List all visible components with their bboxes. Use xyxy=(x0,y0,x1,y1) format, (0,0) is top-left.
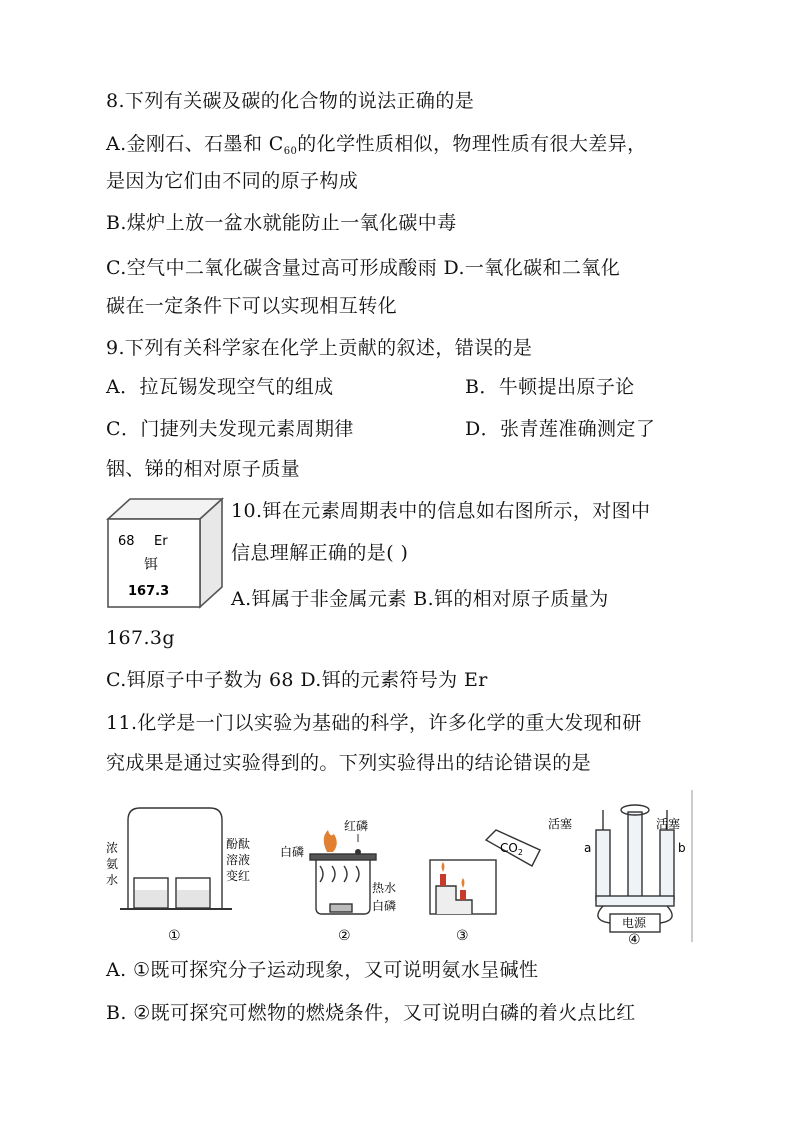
fig1-right-label-3: 变红 xyxy=(226,869,251,883)
q9-option-c: C．门捷列夫发现元素周期律 xyxy=(106,418,354,440)
fig3-gas-sub: 2 xyxy=(517,848,523,857)
fig1-number: ① xyxy=(168,928,181,944)
tile-number: 68 xyxy=(118,534,135,549)
q9-option-b: B．牛顿提出原子论 xyxy=(465,376,635,398)
fig4-power-label: 电源 xyxy=(622,916,647,930)
q11-stem: 11.化学是一门以实验为基础的科学，许多化学的重大发现和研 xyxy=(106,712,642,734)
fig2-white-p-bottom-label: 白磷 xyxy=(372,899,397,913)
q8-option-a-line2: 是因为它们由不同的原子构成 xyxy=(106,170,359,192)
q8-option-a-sub: 60 xyxy=(283,146,298,157)
q10-stem: 10.铒在元素周期表中的信息如右图所示，对图中 xyxy=(231,500,651,522)
q8-option-d-line2: 碳在一定条件下可以实现相互转化 xyxy=(106,295,398,317)
fig2-white-p-top-label: 白磷 xyxy=(280,845,305,859)
q11-option-a: A. ①既可探究分子运动现象，又可说明氨水呈碱性 xyxy=(106,959,539,981)
fig1-ammonia-diffusion xyxy=(120,808,232,909)
fig2-red-p-label: 红磷 xyxy=(344,819,369,833)
q8-option-b: B.煤炉上放一盆水就能防止一氧化碳中毒 xyxy=(106,212,457,234)
fig1-right-label-1: 酚酞 xyxy=(226,837,251,851)
fig2-number: ② xyxy=(338,928,351,944)
q11-stem-line2: 究成果是通过实验得到的。下列实验得出的结论错误的是 xyxy=(106,752,592,774)
q9-stem: 9.下列有关科学家在化学上贡献的叙述，错误的是 xyxy=(106,337,533,359)
fig1-left-label-2: 氨 xyxy=(106,857,119,871)
fig3-co2-candles xyxy=(430,830,540,914)
tile-mass: 167.3 xyxy=(128,584,170,599)
q11-option-b: B. ②既可探究可燃物的燃烧条件，又可说明白磷的着火点比红 xyxy=(106,1002,636,1024)
fig1-left-label-1: 浓 xyxy=(106,841,119,855)
q10-option-b-line2: 167.3g xyxy=(106,627,175,649)
q8-option-c-d: C.空气中二氧化碳含量过高可形成酸雨 D.一氧化碳和二氧化 xyxy=(106,257,621,279)
fig2-hot-water-label: 热水 xyxy=(372,881,397,895)
tile-name: 铒 xyxy=(144,557,158,573)
fig2-red-phosphorus xyxy=(355,849,361,855)
q8-option-a xyxy=(106,131,646,165)
q10-option-a-b: A.铒属于非金属元素 B.铒的相对原子质量为 xyxy=(231,588,609,610)
q9-option-d-line2: 铟、锑的相对原子质量 xyxy=(106,458,301,480)
fig4-b-label: b xyxy=(678,841,686,855)
fig4-valve-right-label: 活塞 xyxy=(656,817,681,831)
fig4-valve-left-label: 活塞 xyxy=(548,817,573,831)
q8-option-a-pre: A.金刚石、石墨和 C xyxy=(106,133,284,155)
fig1-right-label-2: 溶液 xyxy=(226,853,251,867)
q9-option-a: A．拉瓦锡发现空气的组成 xyxy=(106,376,334,398)
fig4-number: ④ xyxy=(628,932,641,948)
experiment-figures xyxy=(100,790,700,950)
fig4-a-label: a xyxy=(584,841,592,855)
q8-option-a-post: 的化学性质相似，物理性质有很大差异， xyxy=(297,133,647,155)
q10-stem-line2: 信息理解正确的是( ) xyxy=(231,542,409,564)
q9-option-d: D．张青莲准确测定了 xyxy=(465,418,656,440)
tile-symbol: Er xyxy=(154,534,168,549)
fig2-combustion xyxy=(310,854,376,914)
q10-option-c-d: C.铒原子中子数为 68 D.铒的元素符号为 Er xyxy=(106,669,488,691)
fig2-flame-icon xyxy=(324,830,337,852)
fig3-number: ③ xyxy=(456,928,469,944)
fig1-left-label-3: 水 xyxy=(106,873,119,887)
q8-stem: 8.下列有关碳及碳的化合物的说法正确的是 xyxy=(106,90,475,112)
element-tile-figure xyxy=(106,497,226,609)
fig3-gas-main: CO xyxy=(500,841,518,855)
